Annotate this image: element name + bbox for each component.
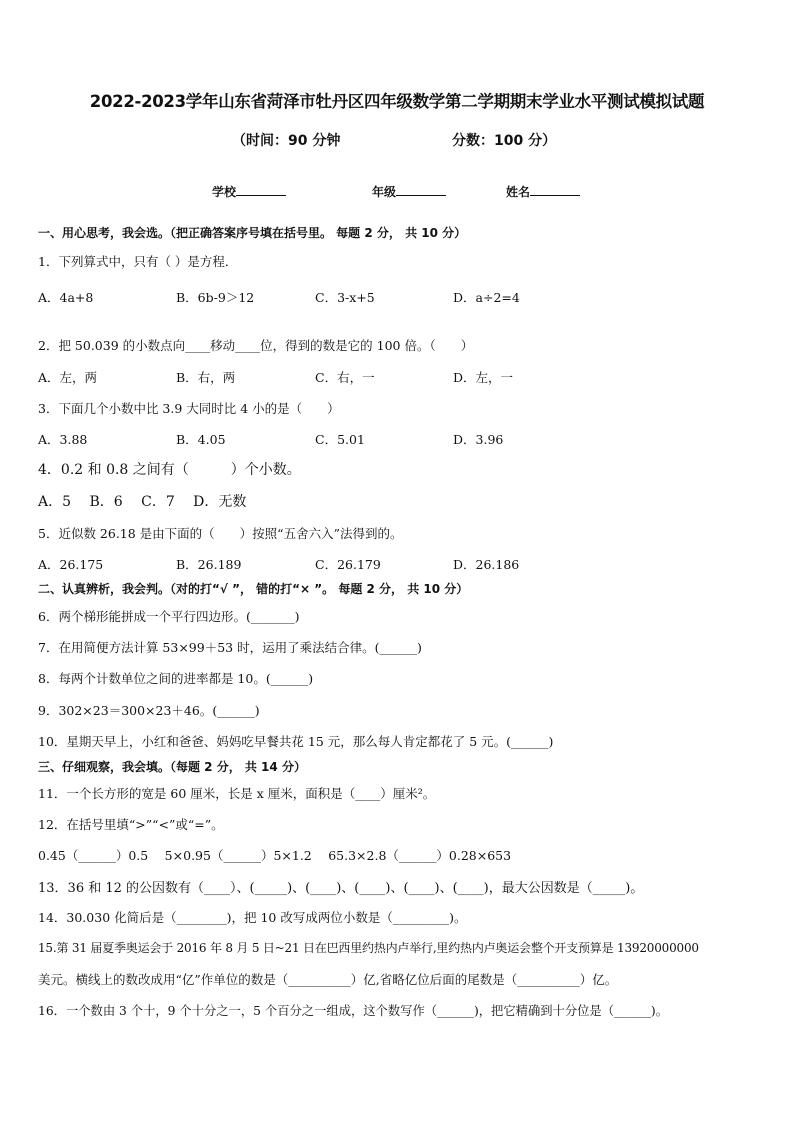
q5-option-c: C．26.179 [315,557,381,572]
q1-option-a: A．4a+8 [38,290,94,305]
grade-field [372,182,446,200]
name-field [506,182,580,200]
question-10: 10．星期天早上，小红和爸爸、妈妈吃早餐共花 15 元，那么每人肯定都花了 5 元。(______) [38,734,554,749]
question-12-items: 0.45（______）0.5 5×0.95（______）5×1.2 65.3×2.8（______）0.28×653 [38,848,512,863]
grade-label: 年级 [372,185,397,199]
exam-score: 分数：100 分） [452,133,557,149]
q2-option-c: C．右，一 [315,370,375,385]
question-6: 6．两个梯形能拼成一个平行四边形。(_______) [38,609,300,624]
question-15-line-1: 15.第 31 届夏季奥运会于 2016 年 8 月 5 日~21 日在巴西里约热内卢举行,里约热内卢奥运会整个开支预算是 13920000000 [38,941,699,955]
q3-option-a: A．3.88 [38,432,88,447]
q5-option-a: A．26.175 [38,557,104,572]
q2-option-d: D．左，一 [453,370,514,385]
question-7: 7．在用简便方法计算 53×99＋53 时，运用了乘法结合律。(______) [38,640,422,655]
section-2-heading: 二、认真辨析，我会判。（对的打“√ ”， 错的打“× ”。 每题 2 分， 共 10 分） [38,582,469,596]
question-13: 13．36 和 12 的公因数有（____）、(_____)、(____)、(____)、(____)、(____)，最大公因数是（_____)。 [38,881,644,896]
grade-blank [396,182,446,196]
q4-options: A．5 B．6 C．7 D．无数 [38,494,247,510]
q5-option-d: D．26.186 [453,557,520,572]
school-label: 学校 [212,185,237,199]
exam-title: 2022-2023学年山东省菏泽市牡丹区四年级数学第二学期期末学业水平测试模拟试题 [89,92,705,111]
question-14: 14．30.030 化简后是（________)，把 10 改写成两位小数是（_________)。 [38,910,467,925]
school-blank [236,182,286,196]
question-11: 11．一个长方形的宽是 60 厘米，长是 x 厘米，面积是（____）厘米²。 [38,786,436,801]
question-4: 4．0.2 和 0.8 之间有（ ）个小数。 [38,462,301,478]
question-8: 8．每两个计数单位之间的进率都是 10。(______) [38,671,314,686]
question-2: 2．把 50.039 的小数点向____移动____位，得到的数是它的 100 倍。（ ） [38,338,474,353]
school-field [212,182,286,200]
section-1-heading: 一、用心思考，我会选。（把正确答案序号填在括号里。 每题 2 分， 共 10 分） [38,226,467,240]
q3-option-b: B．4.05 [176,432,226,447]
exam-time: （时间：90 分钟 [232,133,341,149]
q3-option-d: D．3.96 [453,432,504,447]
question-3: 3．下面几个小数中比 3.9 大同时比 4 小的是（ ） [38,401,340,416]
question-15-line-2: 美元。横线上的数改成用“亿”作单位的数是（__________）亿,省略亿位后面的尾数是（__________）亿。 [38,972,618,987]
question-5: 5．近似数 26.18 是由下面的（ ）按照“五舍六入”法得到的。 [38,526,403,541]
q2-option-a: A．左，两 [38,370,98,385]
question-1: 1．下列算式中，只有（ ）是方程． [38,254,238,269]
question-16: 16．一个数由 3 个十，9 个十分之一，5 个百分之一组成，这个数写作（______)，把它精确到十分位是（______)。 [38,1004,669,1018]
question-12: 12．在括号里填“>”“<”或“=”。 [38,817,224,832]
q5-option-b: B．26.189 [176,557,242,572]
q1-option-d: D．a÷2=4 [453,290,520,305]
name-blank [530,182,580,196]
q1-option-b: B．6b-9＞12 [176,290,255,305]
section-3-heading: 三、仔细观察，我会填。（每题 2 分， 共 14 分） [38,760,306,774]
q3-option-c: C．5.01 [315,432,365,447]
q1-option-c: C．3-x+5 [315,290,375,305]
q2-option-b: B．右，两 [176,370,236,385]
question-9: 9．302×23＝300×23＋46。(______) [38,703,260,718]
name-label: 姓名 [506,185,531,199]
